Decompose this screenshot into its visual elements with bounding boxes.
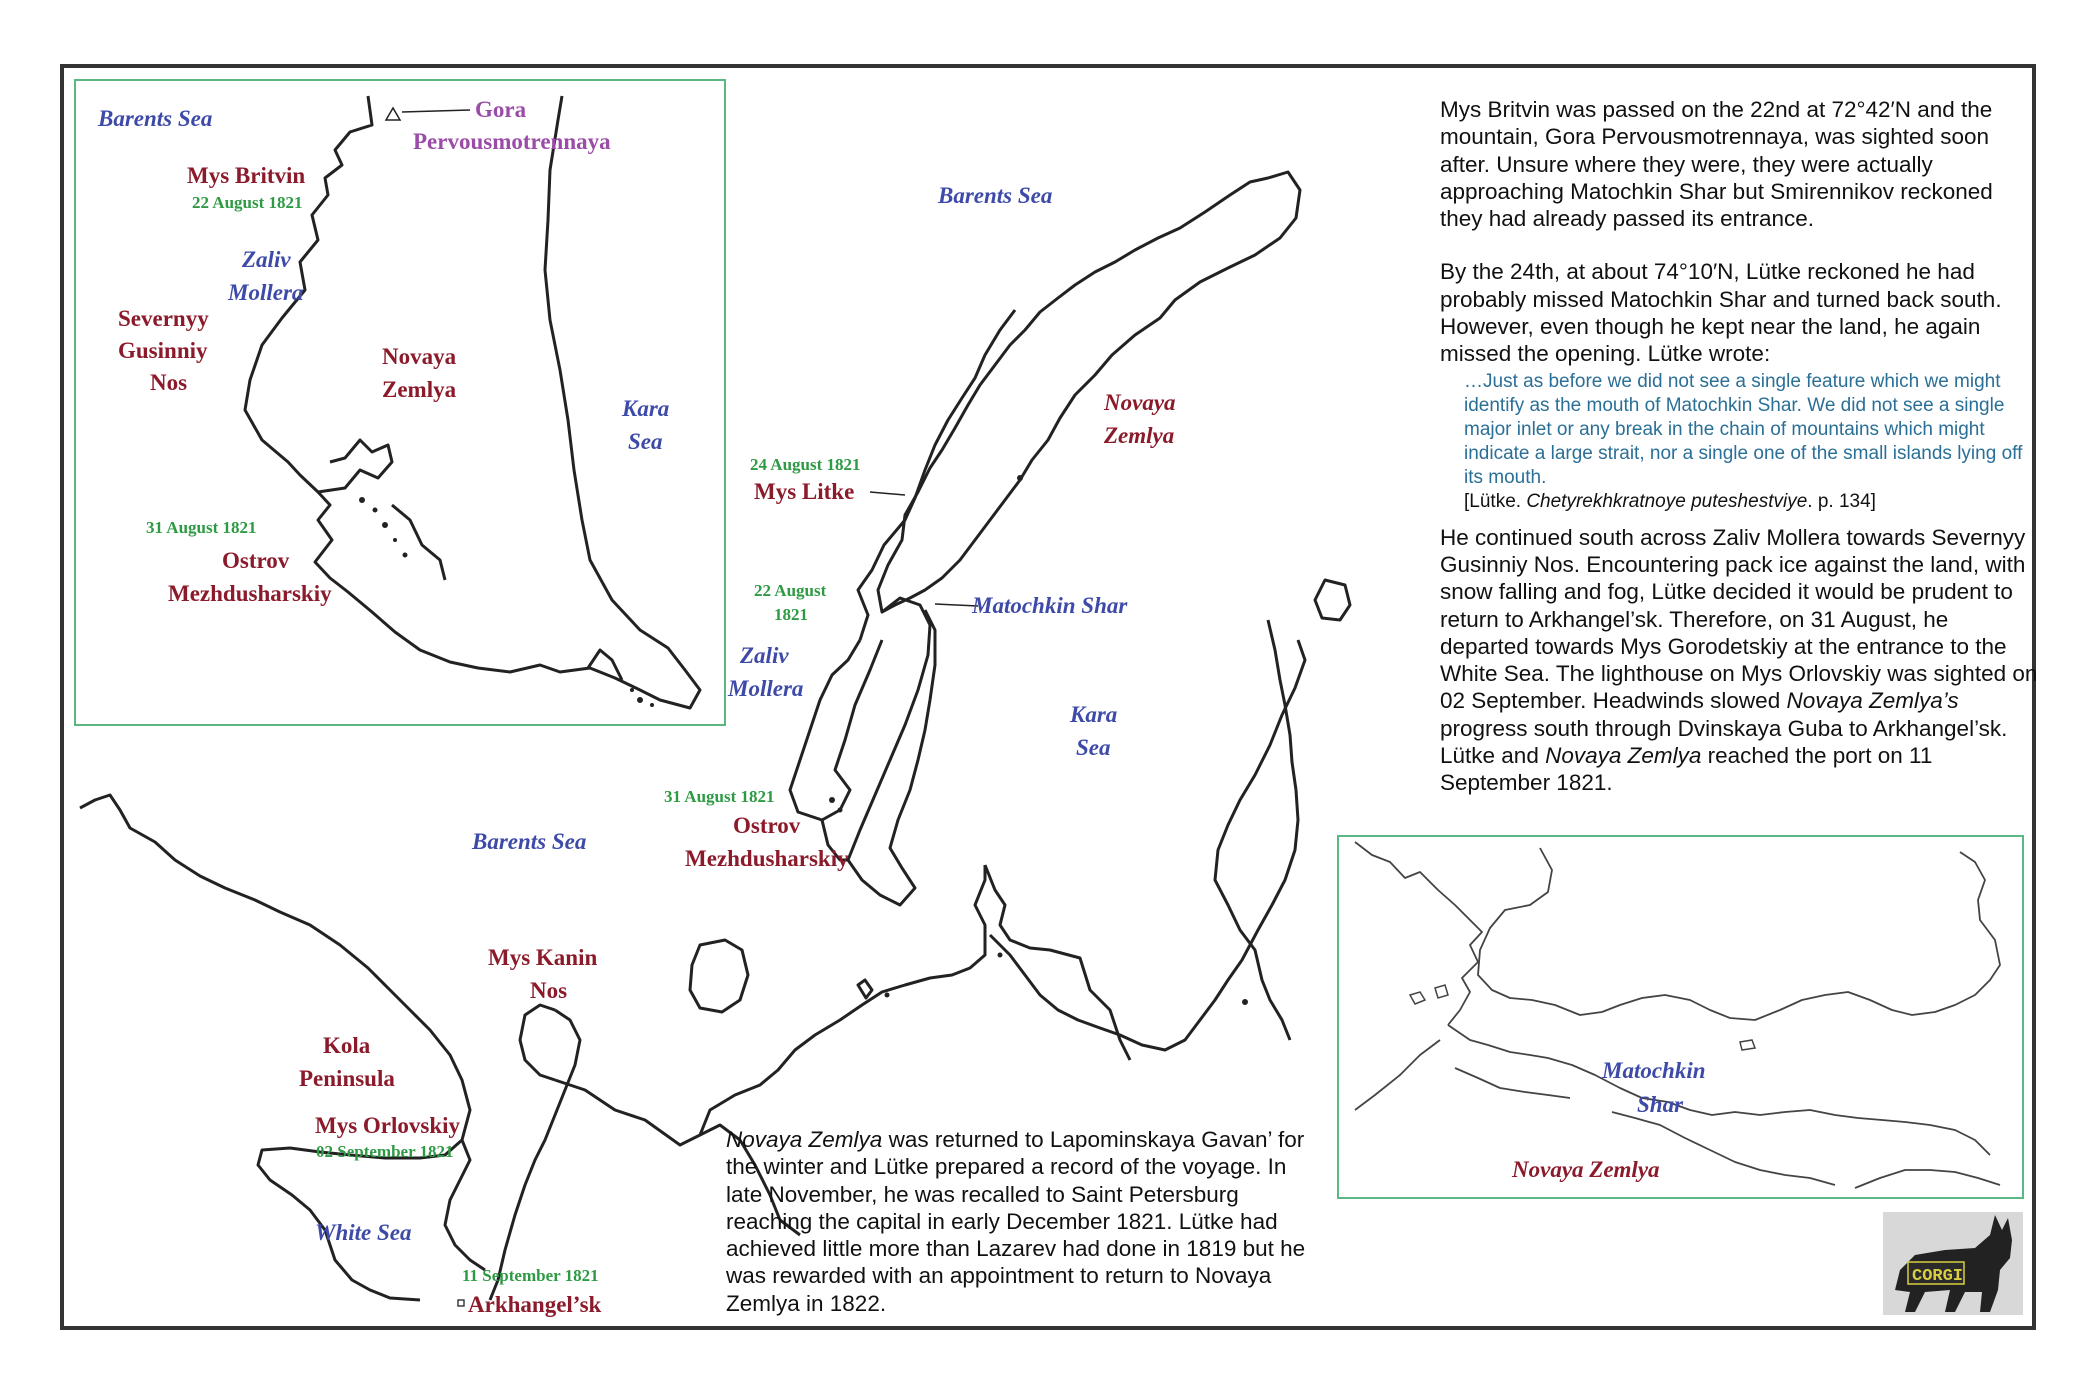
inset-bottom-border — [1338, 836, 2023, 1198]
label-zaliv-main: Zaliv — [740, 643, 789, 668]
label-severnyy: Severnyy — [118, 306, 209, 331]
label-mollera-inset: Mollera — [228, 280, 304, 305]
label-orlovskiy-date: 02 September 1821 — [316, 1142, 454, 1161]
label-kara-main: Kara — [1070, 702, 1118, 727]
label-shar-date-2: 1821 — [774, 605, 808, 624]
label-barents-sea-south: Barents Sea — [472, 829, 587, 854]
label-mezhdusharskiy-inset: Mezhdusharskiy — [168, 581, 332, 606]
peak-leader-line — [402, 110, 470, 112]
label-kola: Kola — [323, 1033, 371, 1058]
label-novaya-main: Novaya — [1104, 390, 1176, 415]
label-peninsula: Peninsula — [299, 1066, 395, 1091]
lutke-quote: …Just as before we did not see a single feature which we might identify as the mouth of Matochkin Shar. We did not see a single major inlet or any break in the chain of mountains which might indicate a large strait, nor a single one of the small islands lying off its mouth. — [1464, 370, 2023, 488]
label-mys-litke: Mys Litke — [754, 479, 855, 504]
label-matochkin-inset: Matochkin — [1602, 1058, 1706, 1083]
label-nos: Nos — [150, 370, 188, 395]
narrative-paragraph-3: He continued south across Zaliv Mollera towards Severnyy Gusinniy Nos. Encountering pack ice against the land, with snow falling and fog, Lütke decided it would be prudent to return to Arkhangel’sk. Therefore, on 31 August, he departed towards Mys Gorodetskiy at the entrance to the White Sea. The lighthouse on Mys Orlovskiy was sighted on 02 September. Headwinds slowed Novaya Zemlya’s progress south through Dvinskaya Guba to Arkhangel’sk. Lütke and Novaya Zemlya reached the port on 11 September 1821. — [1440, 524, 2038, 796]
label-barents-sea-north: Barents Sea — [938, 183, 1053, 208]
label-kara-inset: Kara — [622, 396, 670, 421]
label-litke-date: 24 August 1821 — [750, 455, 861, 474]
label-ostrov-date-inset: 31 August 1821 — [146, 518, 257, 537]
label-britvin-date: 22 August 1821 — [192, 193, 303, 212]
label-gusinniy: Gusinniy — [118, 338, 208, 363]
inset-bottom-islands — [1410, 985, 1755, 1050]
label-zemlya-main: Zemlya — [1104, 423, 1175, 448]
narrative-paragraph-4: Novaya Zemlya was returned to Lapominskaya Gavan’ for the winter and Lütke prepared a record of the voyage. In late November, he was recalled to Saint Petersburg reaching the capital in early December 1821. Lütke had achieved little more than Lazarev had done in 1819 but he was rewarded with an appointment to return to Novaya Zemlya in 1822. — [726, 1127, 1306, 1316]
label-matochkin-shar: Matochkin Shar — [972, 593, 1128, 618]
label-ostrov-inset: Ostrov — [222, 548, 290, 573]
label-mezhdusharskiy-main: Mezhdusharskiy — [685, 846, 849, 871]
narrative-lower — [726, 1126, 1316, 1317]
label-pervousmotrennaya: Pervousmotrennaya — [413, 129, 611, 154]
label-zaliv-inset: Zaliv — [242, 247, 291, 272]
narrative-paragraph-2: By the 24th, at about 74°10′N, Lütke reckoned he had probably missed Matochkin Shar and turned back south. However, even though he kept near the land, he again missed the opening. Lütke wrote: — [1440, 259, 2002, 367]
narrative-paragraph-1: Mys Britvin was passed on the 22nd at 72°42′N and the mountain, Gora Pervousmotrennaya, was sighted soon after. Unsure where they were, they were actually approaching Matochkin Shar but Smirennikov reckoned they had already passed its entrance. — [1440, 97, 1993, 232]
label-arkh-date: 11 September 1821 — [462, 1266, 599, 1285]
quote-citation: [Lütke. Chetyrekhkratnoye puteshestviye. p. 134] — [1464, 490, 1876, 512]
label-novaya-inset: Novaya — [382, 344, 457, 369]
main-islands — [829, 475, 1248, 1005]
corgi-logo — [1883, 1212, 2023, 1315]
narrative-upper — [1440, 96, 2040, 797]
peak-marker — [386, 108, 400, 120]
label-kanin-nos: Nos — [530, 978, 568, 1003]
label-sea-main: Sea — [1076, 735, 1111, 760]
label-ostrov-main: Ostrov — [733, 813, 801, 838]
litke-leader — [870, 492, 905, 495]
label-novaya-zemlya-inset: Novaya Zemlya — [1512, 1157, 1660, 1182]
label-mys-kanin: Mys Kanin — [488, 945, 598, 970]
inset-bottom-coastline — [1355, 842, 2000, 1188]
corgi-logo-text: CORGI — [1912, 1267, 1964, 1286]
label-sea-inset: Sea — [628, 429, 663, 454]
label-shar-date-1: 22 August — [754, 581, 827, 600]
label-mollera-main: Mollera — [728, 676, 804, 701]
label-mys-orlovskiy: Mys Orlovskiy — [315, 1113, 461, 1138]
label-zemlya-inset: Zemlya — [382, 377, 457, 402]
arkhangelsk-marker — [458, 1300, 464, 1306]
label-white-sea: White Sea — [315, 1220, 412, 1245]
label-mys-britvin: Mys Britvin — [187, 163, 306, 188]
label-barents-sea-inset: Barents Sea — [98, 106, 213, 131]
label-ostrov-date-main: 31 August 1821 — [664, 787, 775, 806]
label-arkhangelsk: Arkhangel’sk — [468, 1292, 602, 1317]
label-shar-inset: Shar — [1637, 1092, 1684, 1117]
label-gora: Gora — [475, 97, 527, 122]
